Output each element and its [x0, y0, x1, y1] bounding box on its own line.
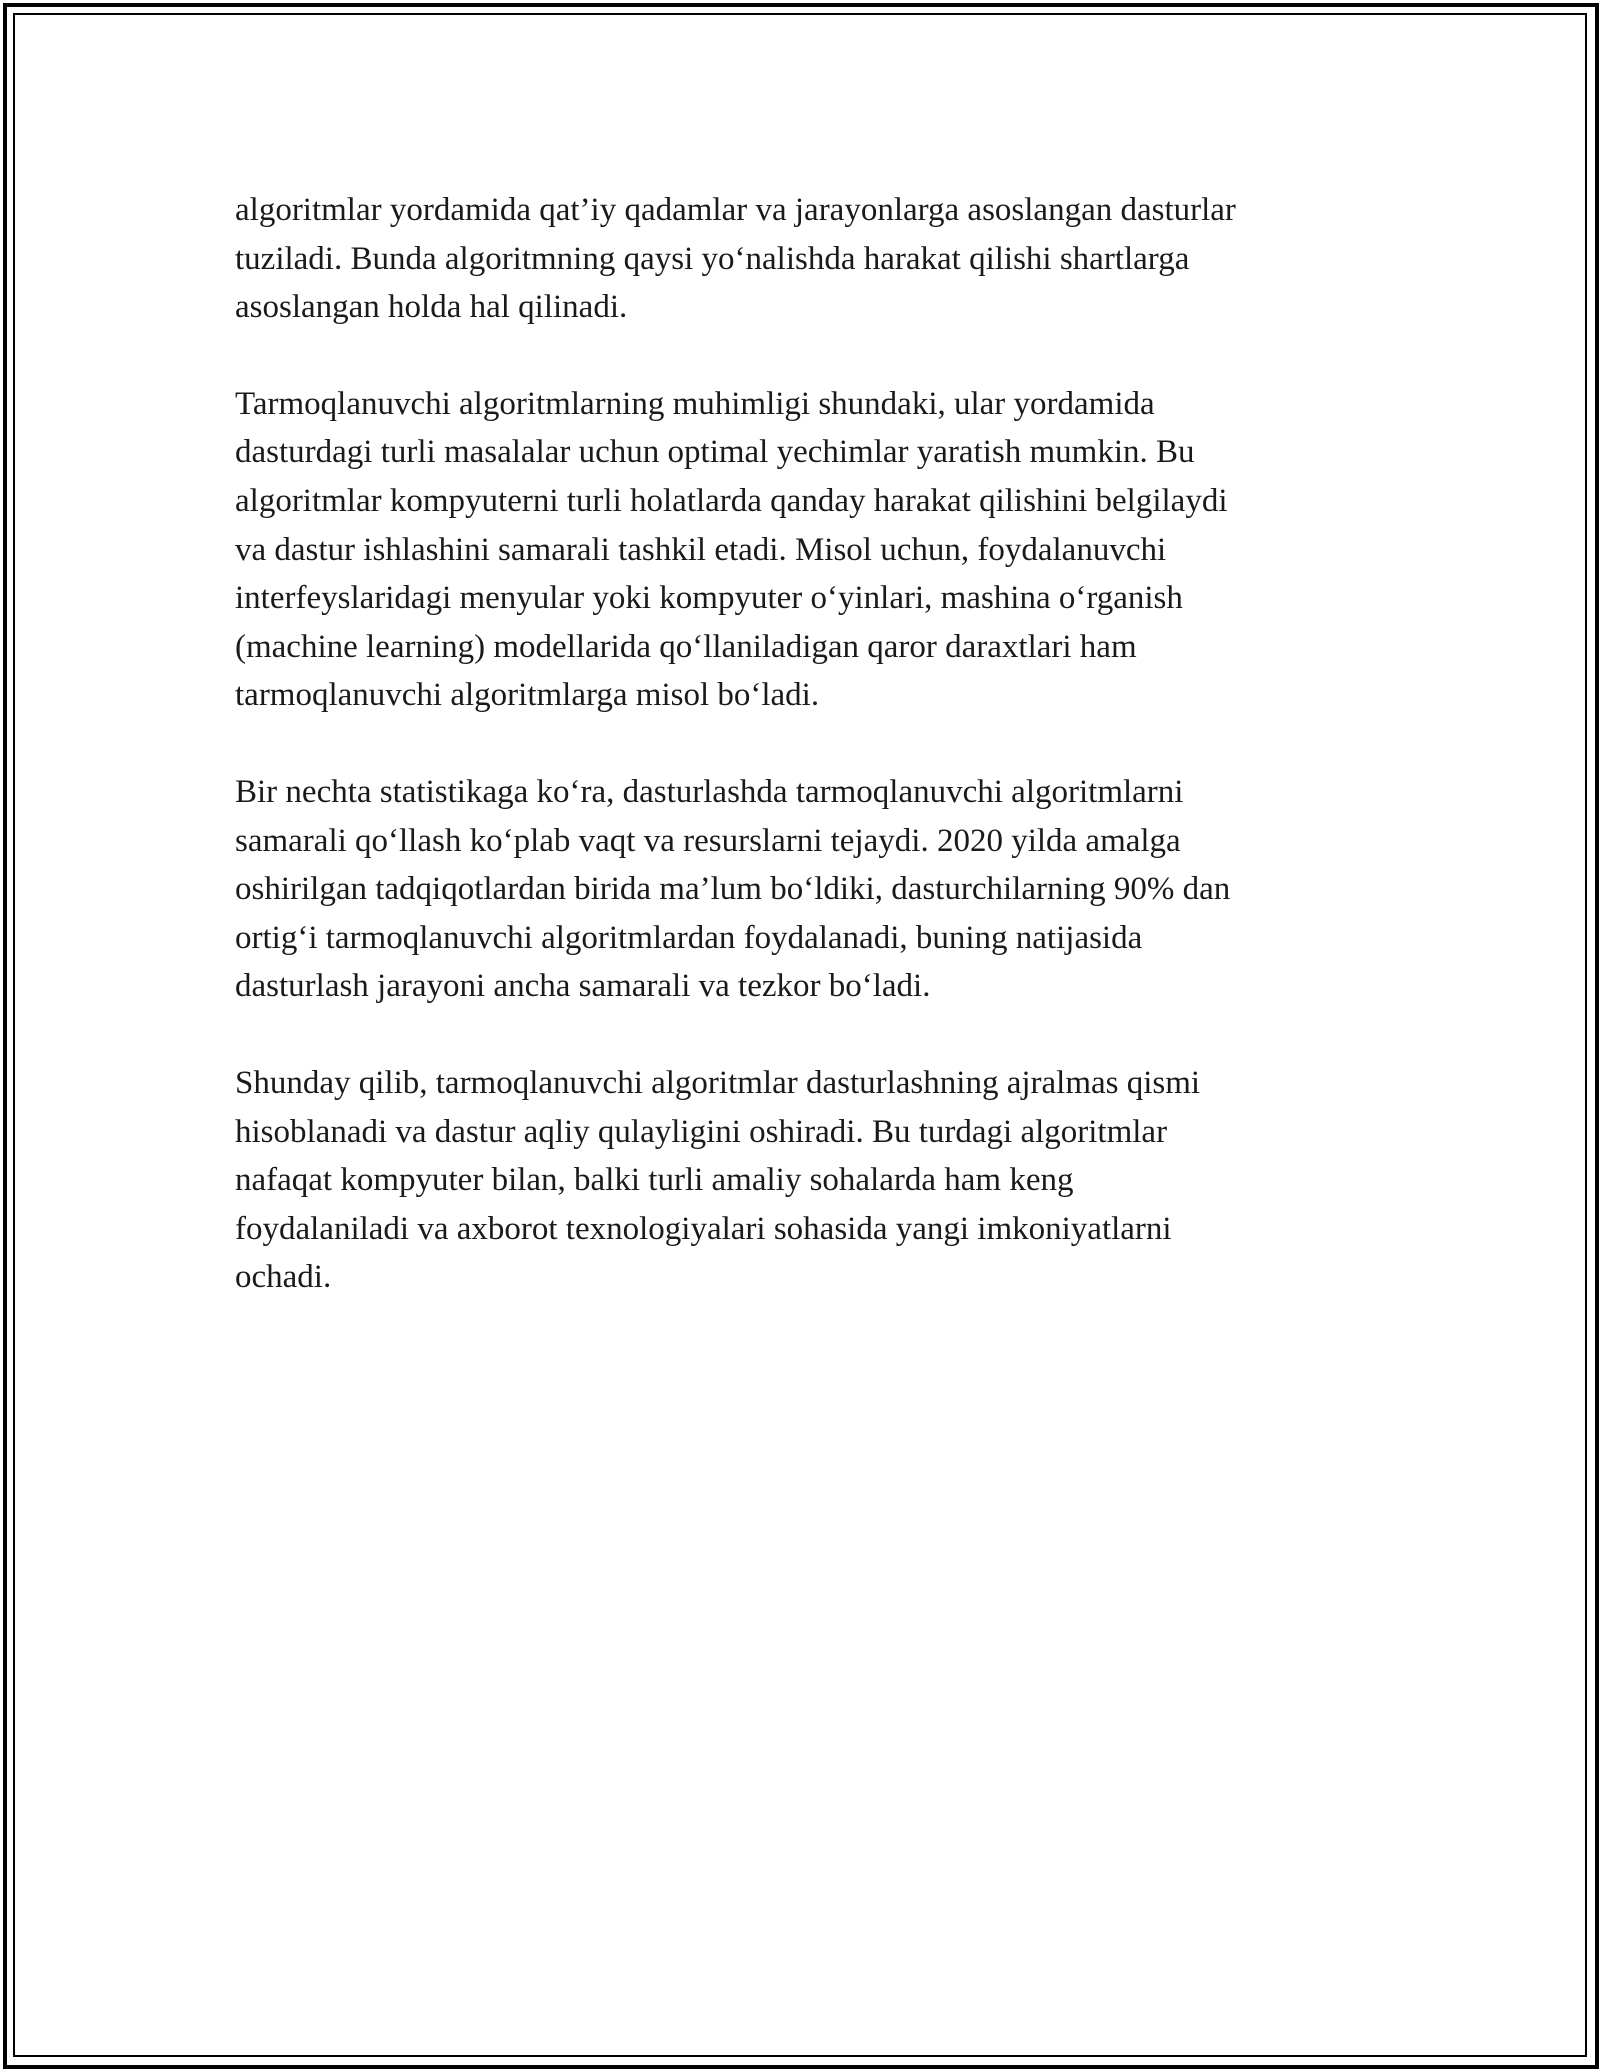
paragraph-2: Tarmoqlanuvchi algoritmlarning muhimligi shundaki, ular yordamida dasturdagi turli masalalar uchun optimal yechimlar yaratish mumkin. Bu algoritmlar kompyuterni turli holatlarda qanday harakat qilishini belgilaydi va dastur ishlashini samarali tashkil etadi. Misol uchun, foydalanuvchi interfeyslaridagi menyular yoki kompyuter o‘yinlari, mashina o‘rganish (machine learning) modellarida qo‘llaniladigan qaror daraxtlari ham tarmoqlanuvchi algoritmlarga misol bo‘ladi.: [235, 385, 1228, 714]
paragraph-1: algoritmlar yordamida qat’iy qadamlar va jarayonlarga asoslangan dasturlar tuziladi. Bunda algoritmning qaysi yo‘nalishda harakat qilishi shartlarga asoslangan holda hal qilinadi.: [235, 192, 1236, 326]
paragraph-4: Shunday qilib, tarmoqlanuvchi algoritmlar dasturlashning ajralmas qismi hisoblanadi va dastur aqliy qulayligini oshiradi. Bu turdagi algoritmlar nafaqat kompyuter bilan, balki turli amaliy sohalarda ham keng foydalaniladi va axborot texnologiyalari sohasida yangi imkoniyatlarni ochadi.: [235, 1064, 1201, 1296]
paragraph-3: Bir nechta statistikaga ko‘ra, dasturlashda tarmoqlanuvchi algoritmlarni samarali qo‘llash ko‘plab vaqt va resurslarni tejaydi. 2020 yilda amalga oshirilgan tadqiqotlardan birida ma’lum bo‘ldiki, dasturchilarning 90% dan ortig‘i tarmoqlanuvchi algoritmlardan foydalanadi, buning natijasida dasturlash jarayoni ancha samarali va tezkor bo‘ladi.: [235, 773, 1231, 1005]
document-body: [235, 186, 1370, 1350]
